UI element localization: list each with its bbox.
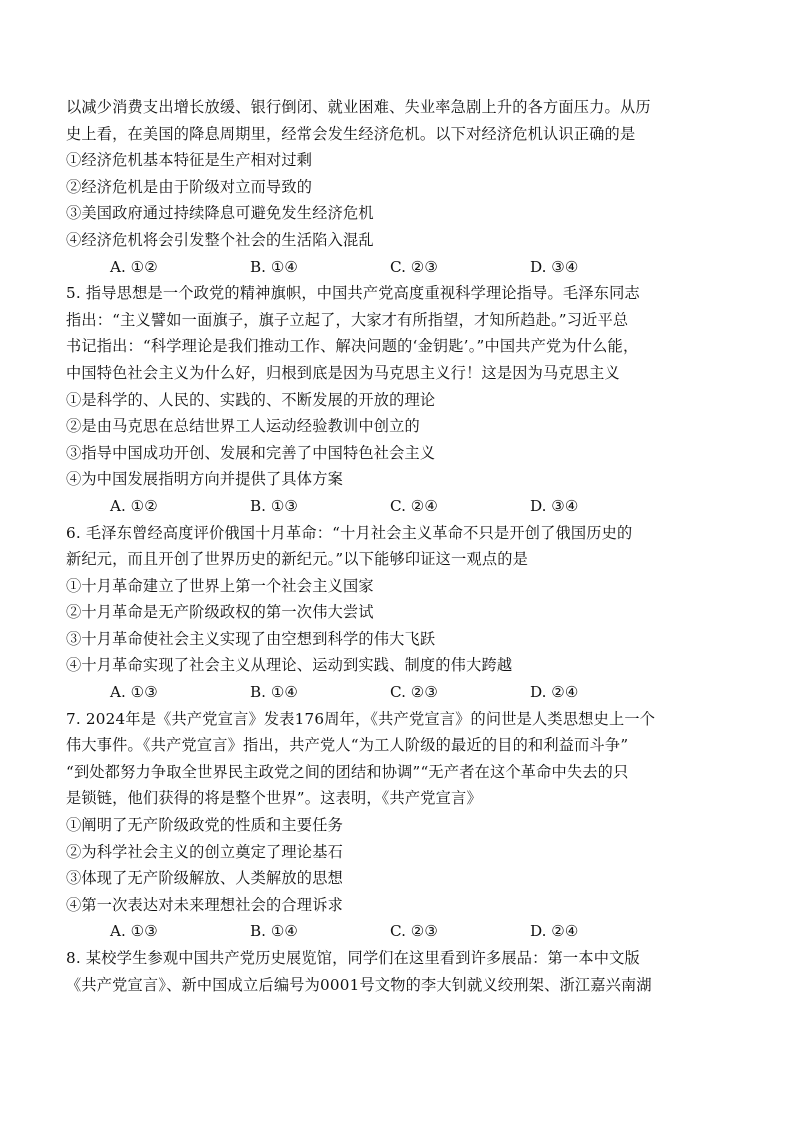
question-stem-line: 伟大事件。《共产党宣言》指出，共产党人“为工人阶级的最近的目的和利益而斗争” [66,736,629,755]
question-stem-line: 6. 毛泽东曾经高度评价俄国十月革命：“十月社会主义革命不只是开创了俄国历史的 [66,523,633,542]
question-6 [66,520,730,706]
answer-options [66,254,730,281]
statement-3: ③十月革命使社会主义实现了由空想到科学的伟大飞跃 [66,629,436,648]
option-a: A. ①② [110,257,158,276]
question-stem-line: 书记指出：“科学理论是我们推动工作、解决问题的‘金钥匙’。”中国共产党为什么能， [66,337,639,356]
option-c: C. ②③ [390,257,438,276]
statement-2: ②经济危机是由于阶级对立而导致的 [66,177,313,196]
option-d: D. ③④ [530,257,579,276]
option-d: D. ②④ [530,683,579,702]
question-stem-line: 7. 2024年是《共产党宣言》发表176周年，《共产党宣言》的问世是人类思想史上一个 [66,709,656,728]
statement-1: ①经济危机基本特征是生产相对过剩 [66,151,313,170]
option-c: C. ②③ [390,922,438,941]
question-4-continued [66,94,730,280]
statement-2: ②是由马克思在总结世界工人运动经验教训中创立的 [66,417,420,436]
option-b: B. ①④ [250,257,299,276]
option-a: A. ①③ [110,683,158,702]
option-c: C. ②③ [390,683,438,702]
question-stem-line: 中国特色社会主义为什么好，归根到底是因为马克思主义行！这是因为马克思主义 [66,363,620,382]
option-c: C. ②④ [390,496,438,515]
question-stem-line: 史上看，在美国的降息周期里，经常会发生经济危机。以下对经济危机认识正确的是 [66,124,636,143]
option-b: B. ①④ [250,683,299,702]
statement-4: ④为中国发展指明方向并提供了具体方案 [66,470,343,489]
statement-3: ③体现了无产阶级解放、人类解放的思想 [66,869,343,888]
answer-options [66,679,730,706]
question-8 [66,945,730,998]
question-stem-line: 8. 某校学生参观中国共产党历史展览馆，同学们在这里看到许多展品：第一本中文版 [66,949,640,967]
statement-1: ①阐明了无产阶级政党的性质和主要任务 [66,816,343,835]
question-stem-line: 是锁链，他们获得的将是整个世界”。这表明，《共产党宣言》 [66,789,482,808]
question-stem-line: 5. 指导思想是一个政党的精神旗帜，中国共产党高度重视科学理论指导。毛泽东同志 [66,284,640,303]
option-d: D. ③④ [530,496,579,515]
option-a: A. ①② [110,496,158,515]
statement-4: ④经济危机将会引发整个社会的生活陷入混乱 [66,230,374,249]
statement-4: ④十月革命实现了社会主义从理论、运动到实践、制度的伟大跨越 [66,656,513,675]
option-a: A. ①③ [110,922,158,941]
answer-options [66,918,730,945]
question-stem-line: 《共产党宣言》、新中国成立后编号为0001号文物的李大钊就义绞刑架、浙江嘉兴南湖 [66,975,652,994]
answer-options [66,493,730,520]
option-b: B. ①④ [250,922,299,941]
statement-4: ④第一次表达对未来理想社会的合理诉求 [66,895,343,914]
statement-2: ②为科学社会主义的创立奠定了理论基石 [66,842,343,861]
statement-1: ①是科学的、人民的、实践的、不断发展的开放的理论 [66,390,436,409]
question-stem-line: 新纪元，而且开创了世界历史的新纪元。”以下能够印证这一观点的是 [66,550,528,569]
question-stem-line: 以减少消费支出增长放缓、银行倒闭、就业困难、失业率急剧上升的各方面压力。从历 [66,98,651,116]
option-d: D. ②④ [530,922,579,941]
question-5 [66,280,730,519]
question-stem-line: “到处都努力争取全世界民主政党之间的团结和协调”“无产者在这个革命中失去的只 [66,762,629,781]
statement-1: ①十月革命建立了世界上第一个社会主义国家 [66,576,374,595]
question-7 [66,706,730,945]
statement-3: ③指导中国成功开创、发展和完善了中国特色社会主义 [66,443,436,462]
exam-page [66,94,730,998]
statement-2: ②十月革命是无产阶级政权的第一次伟大尝试 [66,603,374,622]
option-b: B. ①③ [250,496,299,515]
statement-3: ③美国政府通过持续降息可避免发生经济危机 [66,204,374,223]
question-stem-line: 指出：“主义譬如一面旗子，旗子立起了，大家才有所指望，才知所趋赴。”习近平总 [66,310,629,329]
